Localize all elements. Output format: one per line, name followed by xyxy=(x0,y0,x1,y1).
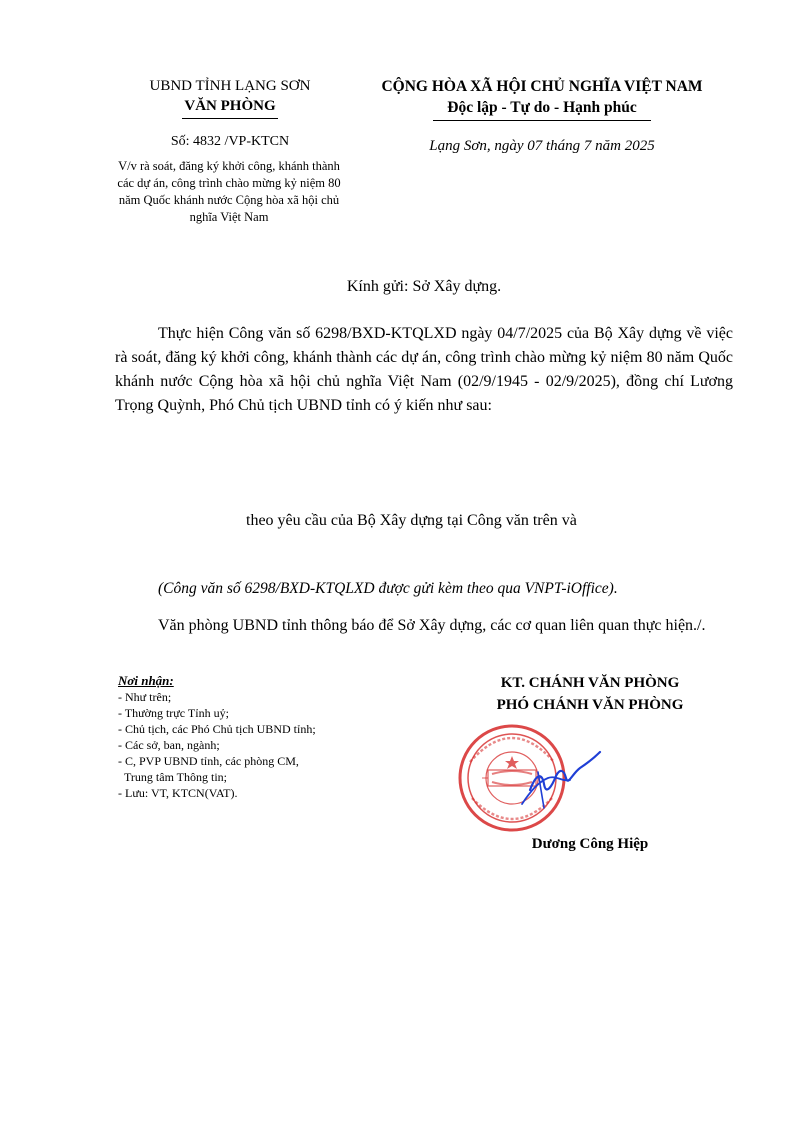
body-paragraph-3: Văn phòng UBND tỉnh thông báo để Sở Xây dựng, các cơ quan liên quan thực hiện./. xyxy=(158,617,706,634)
body-paragraph-1: Thực hiện Công văn số 6298/BXD-KTQLXD ngày 04/7/2025 của Bộ Xây dựng về việc rà soát, đăng ký khởi công, khánh thành các dự án, công trình chào mừng kỷ niệm 80 năm Quốc khánh nước Cộng hòa xã hội chủ nghĩa Việt Nam (02/9/1945 - 02/9/2025), đồng chí Lương Trọng Quỳnh, Phó Chủ tịch UBND tỉnh có ý kiến như sau: xyxy=(115,325,733,414)
agency-underline xyxy=(182,118,278,119)
issuing-agency-block xyxy=(115,76,345,119)
signer-title-block xyxy=(440,672,740,716)
national-title: CỘNG HÒA XÃ HỘI CHỦ NGHĨA VIỆT NAM xyxy=(381,78,703,95)
document-subject: V/v rà soát, đăng ký khởi công, khánh thành các dự án, công trình chào mừng kỷ niệm 80 năm Quốc khánh nước Cộng hòa xã hội chủ nghĩa Việt Nam xyxy=(117,159,341,224)
recipient-line: Kính gửi: Sở Xây dựng. xyxy=(346,278,502,295)
recipient-item: - Như trên; xyxy=(118,690,172,704)
recipients-list xyxy=(118,673,408,801)
recipient-item: - C, PVP UBND tỉnh, các phòng CM, xyxy=(118,754,299,768)
place-and-date: Lạng Sơn, ngày 07 tháng 7 năm 2025 xyxy=(429,138,655,154)
national-title-block xyxy=(352,76,732,121)
parent-agency: UBND TỈNH LẠNG SƠN xyxy=(149,78,311,94)
recipient-item: Trung tâm Thông tin; xyxy=(124,770,228,784)
motto: Độc lập - Tự do - Hạnh phúc xyxy=(447,99,637,116)
official-seal-and-signature xyxy=(452,712,602,842)
signer-name: Dương Công Hiệp xyxy=(531,836,649,852)
signer-title-1: KT. CHÁNH VĂN PHÒNG xyxy=(500,675,680,691)
document-number: Số: 4832 /VP-KTCN xyxy=(170,134,290,149)
signer-title-2: PHÓ CHÁNH VĂN PHÒNG xyxy=(496,697,684,713)
body-fragment: theo yêu cầu của Bộ Xây dựng tại Công văn trên và xyxy=(246,512,577,529)
recipient-item: - Chủ tịch, các Phó Chủ tịch UBND tỉnh; xyxy=(118,722,316,736)
recipient-item: - Các sở, ban, ngành; xyxy=(118,738,220,752)
agency-name: VĂN PHÒNG xyxy=(184,98,276,114)
recipients-title: Nơi nhận: xyxy=(118,673,174,688)
attachment-note: (Công văn số 6298/BXD-KTQLXD được gửi kèm theo qua VNPT-iOffice). xyxy=(158,580,618,597)
recipient-item: - Thường trực Tỉnh uỷ; xyxy=(118,706,229,720)
motto-underline xyxy=(433,120,651,121)
recipient-item: - Lưu: VT, KTCN(VAT). xyxy=(118,786,238,800)
